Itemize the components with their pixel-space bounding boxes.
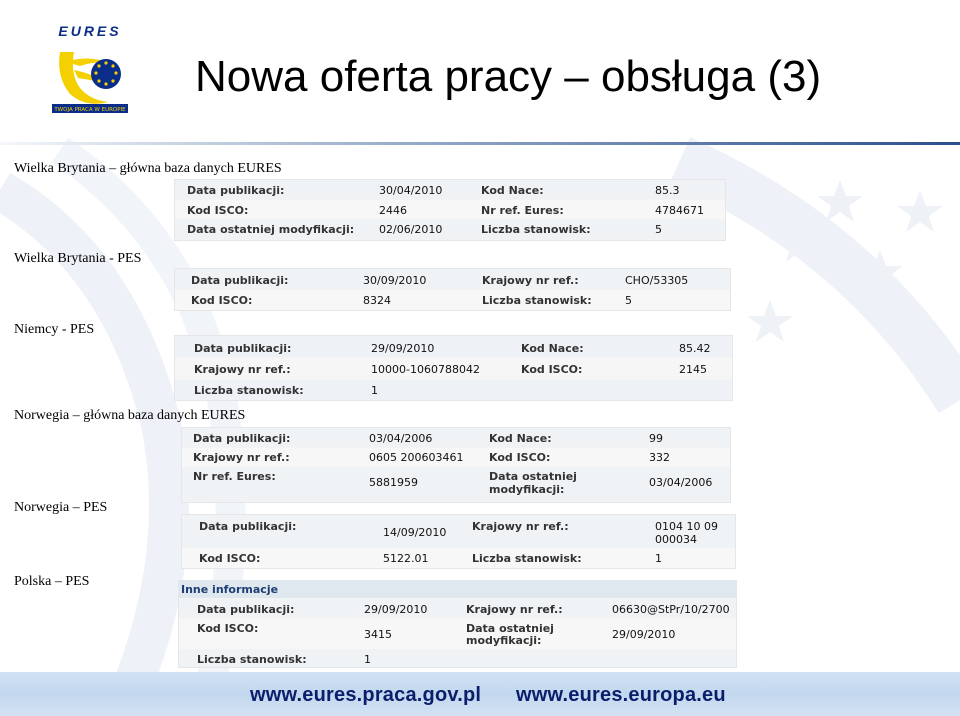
field-label: Data ostatniej xyxy=(466,622,554,635)
field-label: Data publikacji: xyxy=(199,520,297,533)
offer-table-no-pes xyxy=(181,514,736,569)
field-value: 03/04/2006 xyxy=(649,476,713,489)
field-label: Krajowy nr ref.: xyxy=(466,603,563,616)
table-row xyxy=(182,548,735,568)
offer-table-no-eures xyxy=(181,427,731,503)
field-value: 5122.01 xyxy=(383,552,429,565)
section-label: Norwegia – główna baza danych EURES xyxy=(14,408,246,423)
field-label: Liczba stanowisk: xyxy=(472,552,582,565)
table-row xyxy=(175,290,730,310)
section-label: Wielka Brytania - PES xyxy=(14,251,142,266)
field-value: 0104 10 09 xyxy=(655,520,718,533)
field-value: 5 xyxy=(655,223,662,236)
field-value: 29/09/2010 xyxy=(371,342,435,355)
field-value: 2145 xyxy=(679,363,707,376)
offer-table-de-pes xyxy=(174,335,733,401)
section-label: Norwegia – PES xyxy=(14,500,108,515)
field-label-continued: modyfikacji: xyxy=(489,483,565,496)
field-label: Kod Nace: xyxy=(521,342,584,355)
footer-link-eures-pl[interactable]: www.eures.praca.gov.pl xyxy=(250,684,482,706)
field-label: Kod ISCO: xyxy=(197,622,259,635)
field-value: 85.42 xyxy=(679,342,711,355)
field-value: 2446 xyxy=(379,204,407,217)
field-value: 29/09/2010 xyxy=(364,603,428,616)
field-value: 8324 xyxy=(363,294,391,307)
svg-text:TWOJA PRACA W EUROPIE: TWOJA PRACA W EUROPIE xyxy=(54,107,126,113)
field-label: Kod Nace: xyxy=(489,432,552,445)
field-value: 99 xyxy=(649,432,663,445)
field-label: Kod Nace: xyxy=(481,184,544,197)
field-value-continued: 000034 xyxy=(655,533,697,546)
field-label-continued: modyfikacji: xyxy=(466,634,542,647)
field-label: Krajowy nr ref.: xyxy=(472,520,569,533)
field-value: 10000-1060788042 xyxy=(371,363,480,376)
field-label: Nr ref. Eures: xyxy=(193,470,276,483)
field-value: 30/09/2010 xyxy=(363,274,427,287)
field-label: Data publikacji: xyxy=(191,274,289,287)
field-value: 06630@StPr/10/2700 xyxy=(612,603,730,616)
field-label: Krajowy nr ref.: xyxy=(194,363,291,376)
field-value: CHO/53305 xyxy=(625,274,689,287)
field-value: 332 xyxy=(649,451,670,464)
field-value: 0605 200603461 xyxy=(369,451,464,464)
field-label: Kod ISCO: xyxy=(489,451,551,464)
slide-title: Nowa oferta pracy – obsługa (3) xyxy=(195,52,822,101)
field-label: Data publikacji: xyxy=(194,342,292,355)
field-value: 5 xyxy=(625,294,632,307)
field-value: 3415 xyxy=(364,628,392,641)
eures-logo-icon xyxy=(50,22,130,114)
offer-table-uk-eures xyxy=(174,179,726,241)
field-label: Kod ISCO: xyxy=(191,294,253,307)
field-label: Krajowy nr ref.: xyxy=(193,451,290,464)
section-label: Wielka Brytania – główna baza danych EURES xyxy=(14,161,282,176)
field-label: Kod ISCO: xyxy=(187,204,249,217)
field-label: Nr ref. Eures: xyxy=(481,204,564,217)
title-divider xyxy=(0,142,960,145)
section-label: Polska – PES xyxy=(14,574,90,589)
field-value: 14/09/2010 xyxy=(383,526,447,539)
footer-bar xyxy=(0,672,960,716)
field-value: 1 xyxy=(655,552,662,565)
field-value: 1 xyxy=(364,653,371,666)
field-label: Data ostatniej xyxy=(489,470,577,483)
field-label: Data publikacji: xyxy=(193,432,291,445)
field-label: Liczba stanowisk: xyxy=(197,653,307,666)
field-value: 03/04/2006 xyxy=(369,432,433,445)
field-label: Data publikacji: xyxy=(197,603,295,616)
field-value: 02/06/2010 xyxy=(379,223,443,236)
field-label: Kod ISCO: xyxy=(521,363,583,376)
field-value: 29/09/2010 xyxy=(612,628,676,641)
section-label: Niemcy - PES xyxy=(14,322,95,337)
field-label: Liczba stanowisk: xyxy=(194,384,304,397)
field-value: 1 xyxy=(371,384,378,397)
field-label: Krajowy nr ref.: xyxy=(482,274,579,287)
field-label: Data publikacji: xyxy=(187,184,285,197)
field-label: Kod ISCO: xyxy=(199,552,261,565)
field-value: 85.3 xyxy=(655,184,680,197)
table-header-label: Inne informacje xyxy=(181,583,279,596)
offer-table-pl-pes xyxy=(178,580,737,668)
field-value: 30/04/2010 xyxy=(379,184,443,197)
table-row xyxy=(175,200,725,219)
offer-table-uk-pes xyxy=(174,268,731,311)
svg-text:EURES: EURES xyxy=(58,23,122,39)
field-label: Liczba stanowisk: xyxy=(481,223,591,236)
field-value: 4784671 xyxy=(655,204,704,217)
eures-logo xyxy=(50,22,130,114)
field-value: 5881959 xyxy=(369,476,418,489)
field-label: Liczba stanowisk: xyxy=(482,294,592,307)
footer-link-eures-eu[interactable]: www.eures.europa.eu xyxy=(516,684,726,706)
field-label: Data ostatniej modyfikacji: xyxy=(187,223,355,236)
